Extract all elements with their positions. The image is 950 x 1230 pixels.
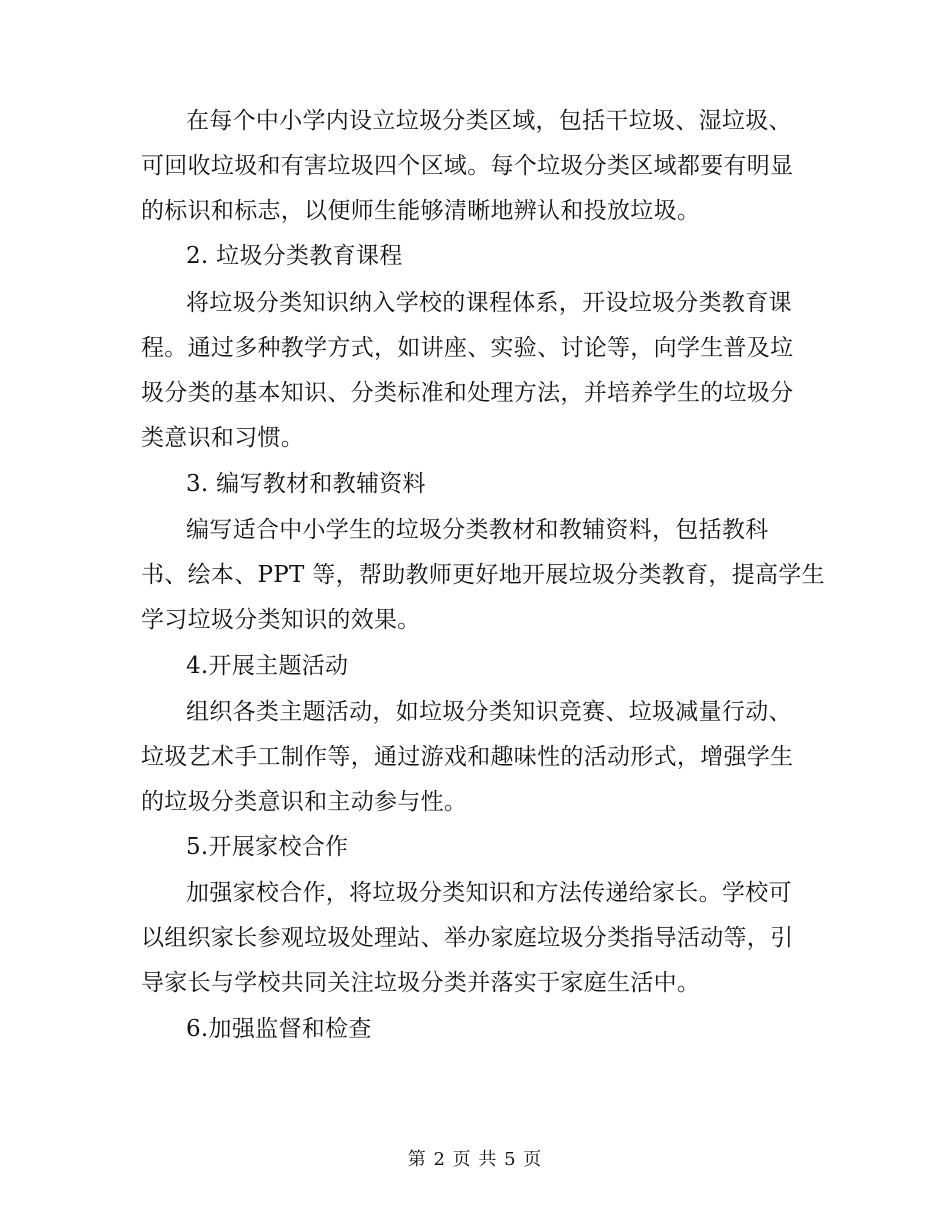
section-heading: 5.开展家校合作	[186, 834, 349, 860]
section-heading: 6.加强监督和检查	[186, 1016, 372, 1042]
paragraph-line: 编写适合中小学生的垃圾分类教材和教辅资料，包括教科	[186, 517, 769, 543]
paragraph-line: 圾分类的基本知识、分类标准和处理方法，并培养学生的垃圾分	[141, 380, 794, 406]
paragraph-line: 在每个中小学内设立垃圾分类区域，包括干垃圾、湿垃圾、	[186, 108, 792, 134]
paragraph-line: 类意识和习惯。	[141, 425, 305, 451]
section-heading: 2. 垃圾分类教育课程	[186, 243, 403, 269]
paragraph-line: 将垃圾分类知识纳入学校的课程体系，开设垃圾分类教育课	[186, 290, 792, 316]
paragraph-line: 学习垃圾分类知识的效果。	[141, 607, 421, 633]
paragraph-line: 书、绘本、PPT 等，帮助教师更好地开展垃圾分类教育，提高学生	[141, 562, 825, 588]
paragraph-line: 加强家校合作，将垃圾分类知识和方法传递给家长。学校可	[186, 880, 792, 906]
page-number-footer: 第 2 页 共 5 页	[407, 1149, 543, 1170]
section-heading: 3. 编写教材和教辅资料	[186, 471, 426, 497]
paragraph-line: 的标识和标志，以便师生能够清晰地辨认和投放垃圾。	[141, 198, 701, 224]
paragraph-line: 导家长与学校共同关注垃圾分类并落实于家庭生活中。	[141, 970, 701, 996]
paragraph-line: 程。通过多种教学方式，如讲座、实验、讨论等，向学生普及垃	[141, 335, 794, 361]
section-heading: 4.开展主题活动	[186, 653, 349, 679]
paragraph-line: 以组织家长参观垃圾处理站、举办家庭垃圾分类指导活动等，引	[141, 925, 794, 951]
paragraph-line: 组织各类主题活动，如垃圾分类知识竞赛、垃圾减量行动、	[186, 699, 792, 725]
paragraph-line: 垃圾艺术手工制作等，通过游戏和趣味性的活动形式，增强学生	[141, 744, 794, 770]
paragraph-line: 可回收垃圾和有害垃圾四个区域。每个垃圾分类区域都要有明显	[141, 153, 794, 179]
paragraph-line: 的垃圾分类意识和主动参与性。	[141, 789, 468, 815]
